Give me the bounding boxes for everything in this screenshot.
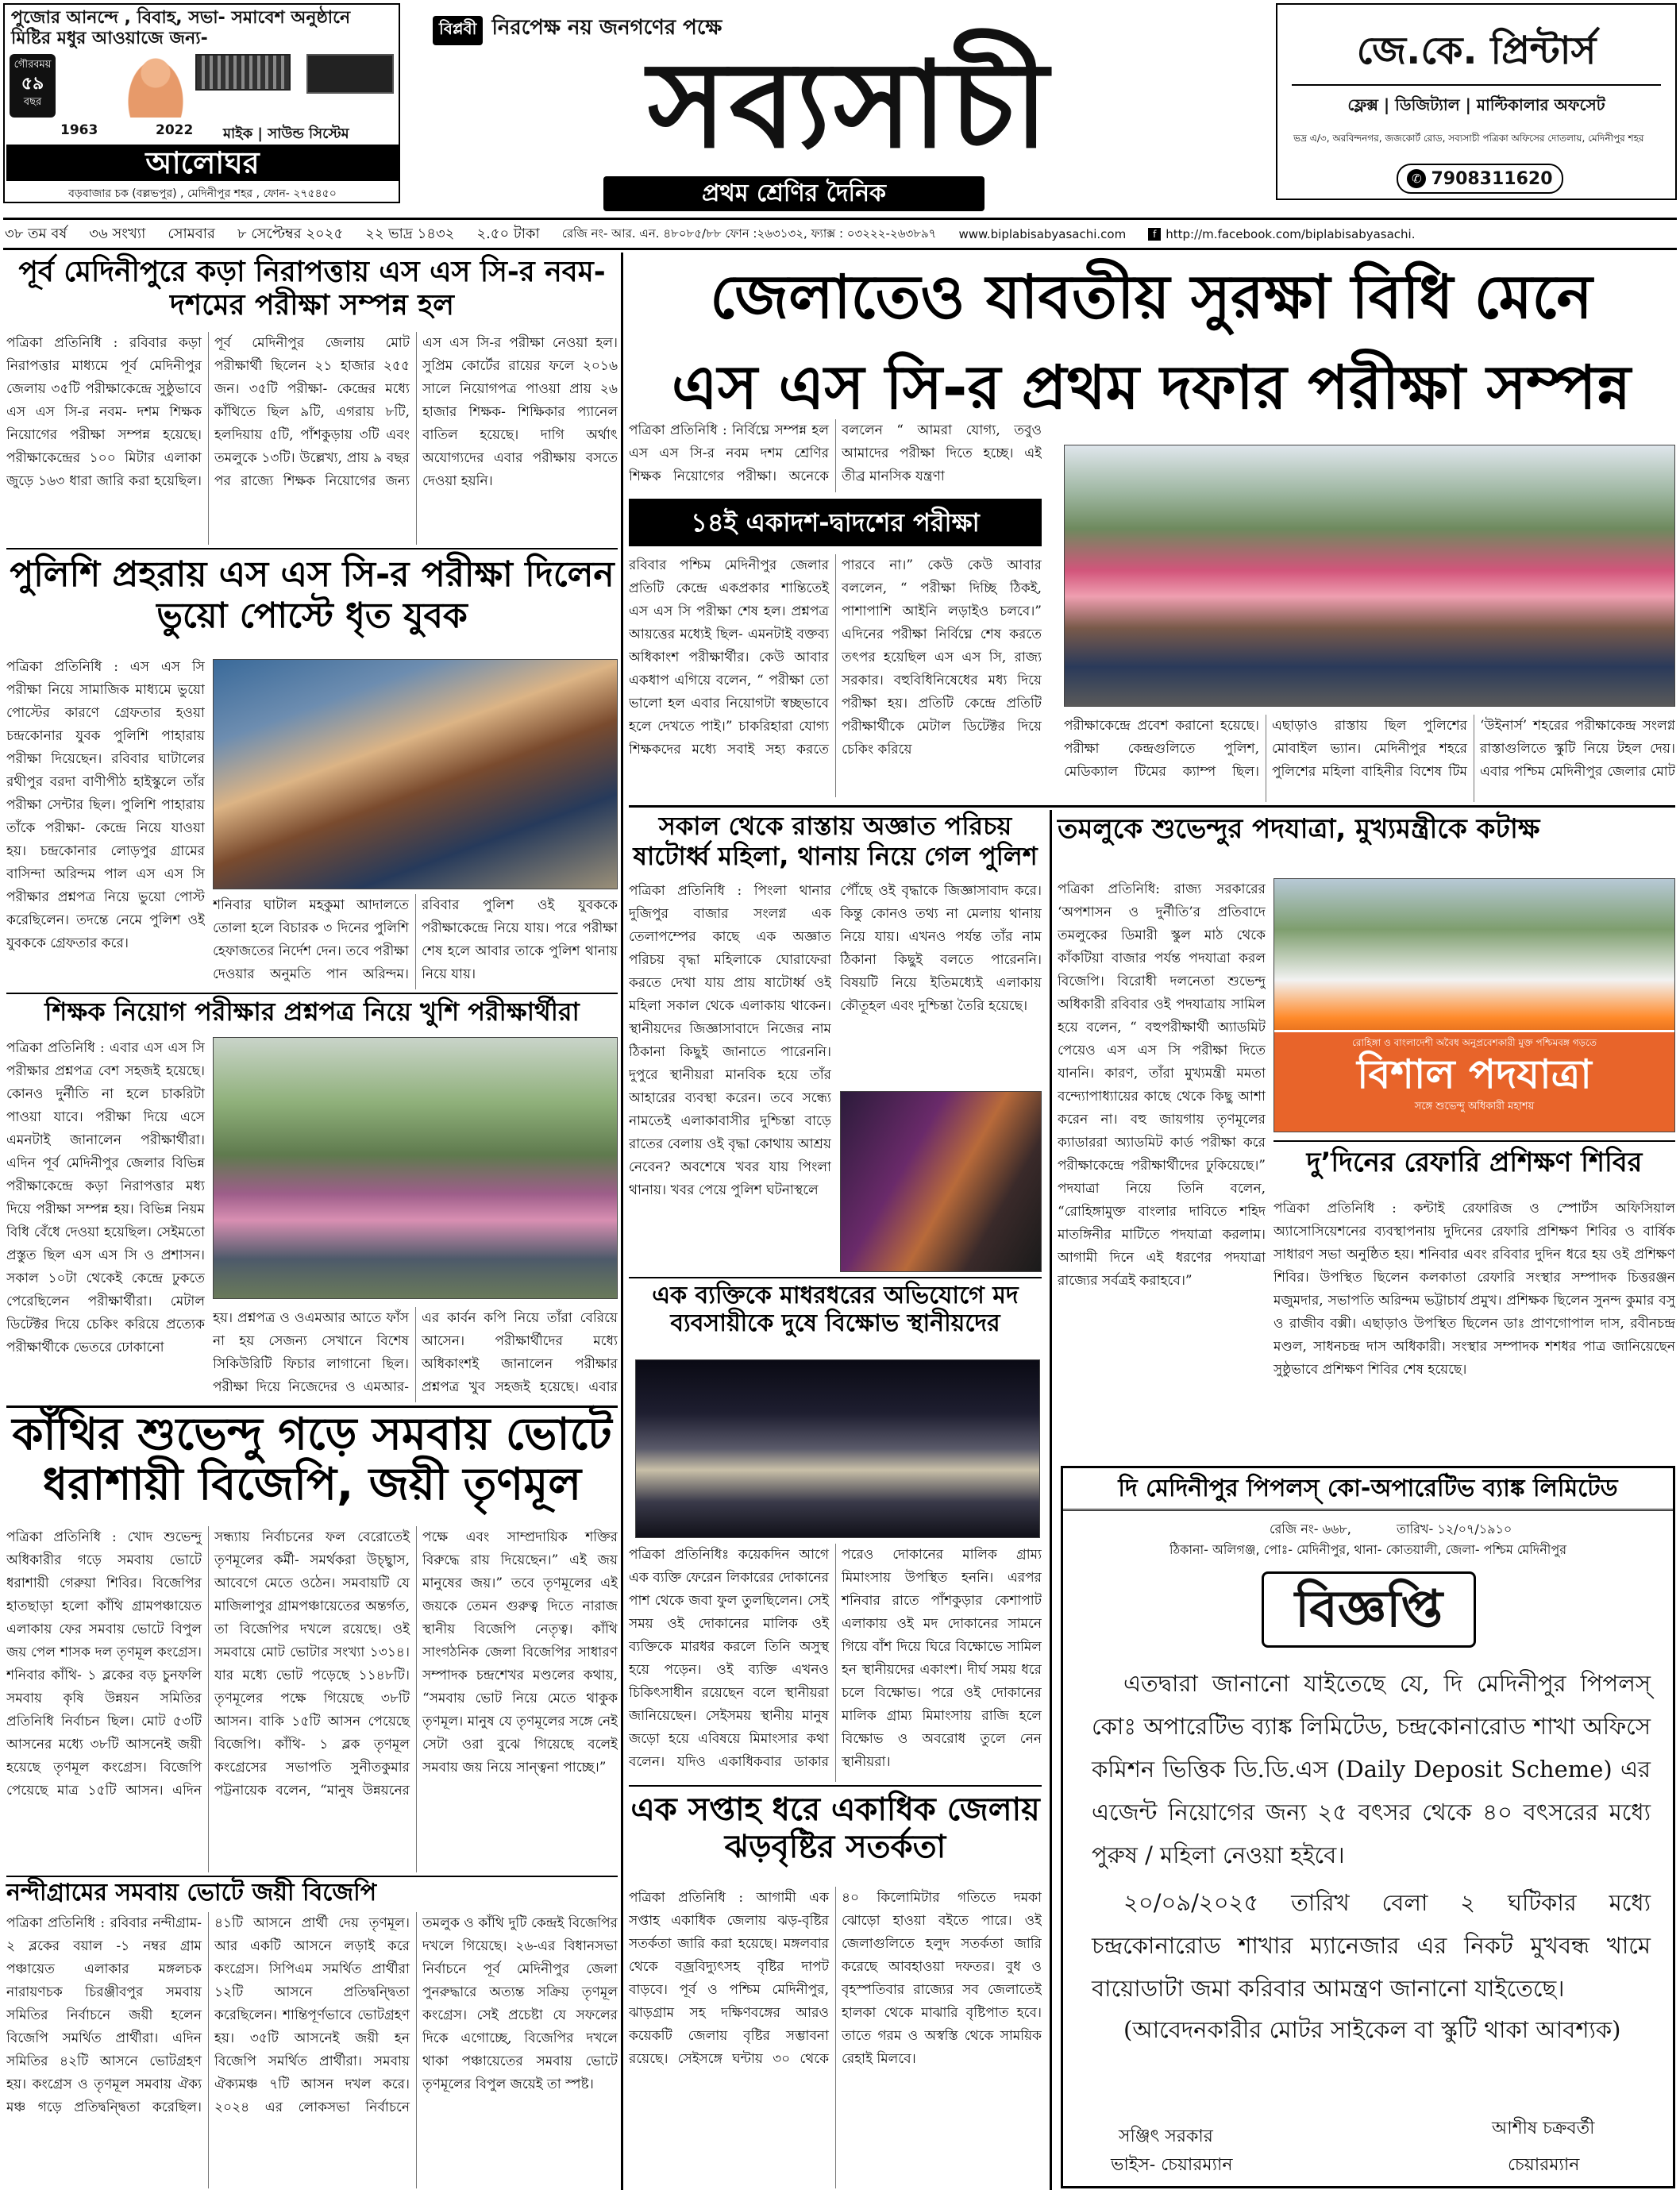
notice-sig-2-name: আশীষ চক্রবর্তী: [1492, 2119, 1595, 2138]
a3-headline: শিক্ষক নিয়োগ পরীক্ষার প্রশ্নপত্র নিয়ে খুশি পরীক্ষার্থীরা: [44, 997, 580, 1027]
a8-headline: দু’দিনের রেফারি প্রশিক্ষণ শিবির: [1306, 1147, 1643, 1178]
a3-body-1: পত্রিকা প্রতিনিধি : এবার এস এস সি পরীক্ষার প্রশ্নপত্র বেশ সহজই হয়েছে। কোনও দুর্নীতি না হলে চাকরিটা পাওয়া যাবে। পরীক্ষা দিয়ে এসে এমনটাই জানালেন পরীক্ষার্থীরা। এদিন পূর্ব মেদিনীপুর জেলার বিভিন্ন পরীক্ষাকেন্দ্রে কড়া নিরাপত্তার মধ্য দিয়ে পরীক্ষা সম্পন্ন হয়। বিভিন্ন নিয়ম বিধি বেঁধে দেওয়া হয়েছিল। সেইমতো প্রস্তুত ছিল এস এস সি ও প্রশাসন। সকাল ১০টা থেকেই কেন্দ্রে ঢুকতে পেরেছিলেন পরীক্ষার্থীরা। মেটাল ডিটেক্টর দিয়ে চেকিং করিয়ে প্রত্যেক পরীক্ষার্থীকে ভেতরে ঢোকানো: [6, 1040, 205, 1355]
a3-body-2: হয়। প্রশ্নপত্র ও ওএমআর আতে ফাঁস না হয় সেজন্য সেখানে বিশেষ সিকিউরিটি ফিচার লাগানো ছিল। পরীক্ষা দিয়ে নিজেদের ও এমআর-এর কার্বন কপি নিয়ে তাঁরা বেরিয়ে আসেন। পরীক্ষার্থীদের মধ্যে অধিকাংশই জানালেন পরীক্ষার প্রশ্নপত্র খুব সহজই হয়েছে। এবার: [213, 1310, 618, 1395]
dateline-website[interactable]: www.biplabisabyasachi.com: [958, 227, 1127, 241]
masthead-tag: বিপ্লবী: [433, 16, 483, 45]
a2-body-1: পত্রিকা প্রতিনিধি : এস এস সি পরীক্ষা নিয়ে সামাজিক মাধ্যমে ভুয়ো পোস্টের কারণে গ্রেফতার হওয়া চন্দ্রকোনার যুবক পুলিশি পাহারায় পরীক্ষা দিয়েছেন। রবিবার ঘাটালের রথীপুর বরদা বাণীপীঠ হাইস্কুলে তাঁর পরীক্ষা সেন্টার ছিল। পুলিশি পাহারায় তাঁকে পরীক্ষা- কেন্দ্রে নিয়ে যাওয়া হয়। চন্দ্রকোনার লোড়পুর গ্রামের বাসিন্দা অরিন্দম পাল এস এস সি পরীক্ষার প্রশ্নপত্র নিয়ে ভুয়ো পোস্ট করেছিলেন। তদন্তে নেমে পুলিশ ওই যুবককে গ্রেফতার করে।: [6, 659, 205, 951]
a6-headline: সকাল থেকে রাস্তায় অজ্ঞাত পরিচয় ষাটোর্ধ্ব মহিলা, থানায় নিয়ে গেল পুলিশ: [633, 811, 1038, 871]
printers-phone-box: [1397, 164, 1563, 194]
lead-intro: পত্রিকা প্রতিনিধি : নির্বিঘ্নে সম্পন্ন হল এস এস সি-র নবম দশম শ্রেণির শিক্ষক নিয়োগের পরীক্ষা। অনেকে বললেন “ আমরা যোগ্য, তবুও আমাদের পরীক্ষা দিতে হচ্ছে। এই তীব্র মানসিক যন্ত্রণা: [629, 422, 1042, 484]
padayatra-rally-photo: [1273, 878, 1675, 1132]
rally-banner-big: বিশাল পদযাত্রা: [1357, 1051, 1592, 1097]
a1-body: পত্রিকা প্রতিনিধি : রবিবার কড়া নিরাপত্তার মাধ্যমে পূর্ব মেদিনীপুর জেলায় ৩৫টি পরীক্ষাকেন্দ্রে সুষ্ঠুভাবে এস এস সি-র নবম- দশম শিক্ষক নিয়োগের পরীক্ষা সম্পন্ন হয়েছে। পরীক্ষাকেন্দ্রের ১০০ মিটার এলাকা জুড়ে ১৬৩ ধারা জারি করা হয়েছিল। পূর্ব মেদিনীপুর জেলায় মোট পরীক্ষার্থী ছিলেন ২১ হাজার ২৫৫ জন। ৩৫টি পরীক্ষা- কেন্দ্রের মধ্যে কাঁথিতে ছিল ৯টি, এগরায় ৮টি, হলদিয়ায় ৫টি, পাঁশকুড়ায় ৩টি এবং তমলুকে ১৩টি। উল্লেখ্য, প্রায় ৯ বছর পর রাজ্যে শিক্ষক নিয়োগের জন্য এস এস সি-র পরীক্ষা নেওয়া হল। সুপ্রিম কোর্টের রায়ের ফলে ২০১৬ সালে নিয়োগপত্র পাওয়া প্রায় ২৬ হাজার শিক্ষক- শিক্ষিকার প্যানেল বাতিল হয়েছে। দাগি অর্থাৎ অযোগ্যদের এবার পরীক্ষায় বসতে দেওয়া হয়নি।: [6, 335, 618, 489]
printers-divider: [1292, 84, 1661, 86]
a7-headline: তমলুকে শুভেন্দুর পদযাত্রা, মুখ্যমন্ত্রীকে কটাক্ষ: [1058, 813, 1540, 845]
printers-name: জে.কে. প্রিন্টার্স: [1356, 29, 1597, 73]
dateline-top-rule: [3, 218, 1677, 220]
notice-text-1: এতদ্বারা জানানো যাইতেছে যে, দি মেদিনীপুর পিপলস্ কোঃ অপারেটিভ ব্যাঙ্ক লিমিটেড, চন্দ্রকোনারোড শাখা অফিসে কমিশন ভিত্তিক ডি.ডি.এস (Daily Deposit Scheme) এর এজেন্ট নিয়োগের জন্য ২৫ বৎসর থেকে ৪০ বৎসরের মধ্যে পুরুষ / মহিলা নেওয়া হইবে।: [1092, 1670, 1651, 1868]
sound-mixer-image: [195, 54, 291, 91]
dateline-date: ৮ সেপ্টেম্বর ২০২৫: [237, 225, 344, 242]
a5-body: পত্রিকা প্রতিনিধি : রবিবার নন্দীগ্রাম- ২ ব্লকের বয়াল -১ নম্বর গ্রাম পঞ্চায়েত এলাকার মঙ্গলচক নারায়ণচক চিরঞ্জীবপুর সমবায় সমিতির নির্বাচনে জয়ী হলেন বিজেপি সমর্থিত প্রার্থীরা। এদিন সমিতির ৪২টি আসনে ভোটগ্রহণ হয়। কংগ্রেস ও তৃণমূল সমবায় ঐক্য মঞ্চ গড়ে প্রতিদ্বন্দ্বিতা করেছিল। ৪১টি আসনে প্রার্থী দেয় তৃণমূল। আর একটি আসনে লড়াই করে কংগ্রেস। সিপিএম সমর্থিত প্রার্থীরা ১২টি আসনে প্রতিদ্বন্দ্বিতা করেছিলেন। শান্তিপূর্ণভাবে ভোটগ্রহণ হয়। ৩৫টি আসনেই জয়ী হন বিজেপি সমর্থিত প্রার্থীরা। সমবায় ঐক্যমঞ্চ ৭টি আসন দখল করে। ২০২৪ এর লোকসভা নির্বাচনে তমলুক ও কাঁথি দুটি কেন্দ্রই বিজেপির দখলে গিয়েছে। ২৬-এর বিধানসভা নির্বাচনে পূর্ব মেদিনীপুর জেলা পুনরুদ্ধারে অত্যন্ত সক্রিয় তৃণমূল কংগ্রেস। সেই প্রচেষ্টা যে সফলের দিকে এগোচ্ছে, বিজেপির দখলে থাকা পঞ্চায়েতের সমবায় ভোটে তৃণমূলের বিপুল জয়েই তা স্পষ্ট।: [6, 1915, 618, 2115]
printers-phone: 7908311620: [1431, 168, 1553, 189]
a4-rule: [6, 1876, 618, 1877]
a2-rule: [6, 993, 618, 994]
right-advertisement: [1276, 3, 1677, 200]
a9-body: পত্রিকা প্রতিনিধিঃ কয়েকদিন আগে এক ব্যক্তি ফেরেন লিকারের দোকানের পাশ থেকে জবা ফুল তুলছিলেন। সেই সময় ওই দোকানের মালিক ওই ব্যক্তিকে মারধর করলে তিনি অসুস্থ হয়ে পড়েন। ওই ব্যক্তি এখনও চিকিৎসাধীন রয়েছেন বলে স্থানীয়রা জানিয়েছেন। সেইসময় স্থানীয় মানুষ জড়ো হয়ে এবিষয়ে মিমাংসার কথা বলেন। যদিও একাধিকবার ডাকার পরেও দোকানের মালিক গ্রাম্য মিমাংসায় উপস্থিত হননি। এরপর শনিবার রাতে পাঁশকুড়ার কেশাপাট এলাকায় ওই মদ দোকানের সামনে গিয়ে বাঁশ দিয়ে ঘিরে বিক্ষোভে সামিল হন স্থানীয়দের একাংশ। দীর্ঘ সময় ধরে চলে বিক্ষোভ। পরে ওই দোকানের মালিক গ্রাম্য মিমাংসায় রাজি হলে বিক্ষোভ ও অবরোধ তুলে নেন স্থানীয়রা।: [629, 1547, 1042, 1770]
dateline-price: ২.৫০ টাকা: [476, 225, 540, 242]
lead-rule: [629, 805, 1675, 808]
a9-headline: এক ব্যক্তিকে মাধরধরের অভিযোগে মদ ব্যবসায়ীকে দুষে বিক্ষোভ স্থানীয়দের: [652, 1282, 1019, 1338]
a6-body-1: পত্রিকা প্রতিনিধি : পিংলা থানার দুজিপুর বাজার সংলগ্ন এক তেলাপম্পের কাছে এক অজ্ঞাত পরিচয় বৃদ্ধা মহিলাকে ঘোরাফেরা করতে দেখা যায় প্রায় ষাটোর্ধ্ব ওই মহিলা সকাল থেকে এলাকায় থাকেন। স্থানীয়দের জিজ্ঞাসাবাদে নিজের নাম ঠিকানা কিছুই জানাতে পারেননি। দুপুরে স্থানীয়রা মানবিক হয়ে তাঁর আহারের ব্যবস্থা করেন। তবে সন্ধ্যে নামতেই এলাকাবাসীর দুশ্চিন্তা বাড়ে রাতের বেলায় ওই বৃদ্ধা কোথায় আশ্রয় নেবেন? অবশেষে খবর যায় পিংলা থানায়। খবর পেয়ে পুলিশ ঘটনাস্থলে: [629, 883, 831, 1198]
lead-body: রবিবার পশ্চিম মেদিনীপুর জেলার প্রতিটি কেন্দ্রে একপ্রকার শান্তিতেই এস এস সি পরীক্ষা শেষ হল। প্রশ্নপত্র আয়ত্তের মধ্যেই ছিল- এমনটাই বক্তব্য অধিকাংশ পরীক্ষার্থীর। কেউ আবার একধাপ এগিয়ে বলেন, “ পরীক্ষা তো ভালো হল এবার নিয়োগটা স্বচ্ছভাবে হলে দেখতে পাই।” চাকরিহারা যোগ্য শিক্ষকদের মধ্যে সবাই সহ্য করতে পারবে না।” কেউ কেউ আবার বললেন, “ পরীক্ষা দিচ্ছি ঠিকই, পাশাপাশি আইনি লড়াইও চলবে।” এদিনের পরীক্ষা নির্বিঘ্নে শেষ করতে তৎপর হয়েছিল এস এস সি, রাজ্য সরকার। বহুবিধিনিষেধের মধ্য দিয়ে পরীক্ষা হয়। প্রতিটি কেন্দ্রে প্রতিটি পরীক্ষার্থীকে মেটাল ডিটেক্টর দিয়ে চেকিং করিয়ে: [629, 557, 1042, 758]
lead-banner: ১৪ই একাদশ-দ্বাদশের পরীক্ষা: [629, 499, 1042, 546]
dateline-day: সোমবার: [168, 225, 215, 242]
left-advertisement: [3, 3, 400, 203]
notice-bank-name: দি মেদিনীপুর পিপলস্ কো-অপারেটিভ ব্যাঙ্ক লিমিটেড: [1063, 1475, 1673, 1511]
notice-reg: রেজি নং- ৬৬৮,: [1270, 1521, 1351, 1537]
column-divider-left: [621, 253, 623, 2190]
protest-night-photo: [635, 1359, 1040, 1538]
a5-headline: নন্দীগ্রামের সমবায় ভোটে জয়ী বিজেপি: [6, 1879, 377, 1907]
examinees-crowd-photo: [213, 1037, 618, 1299]
facebook-icon: f: [1148, 228, 1161, 241]
a2-body-2: শনিবার ঘাটাল মহকুমা আদালতে তোলা হলে বিচারক ৩ দিনের পুলিশি হেফাজতের নির্দেশ দেন। তবে পরীক্ষা দেওয়ার অনুমতি পান অরিন্দম। রবিবার পুলিশ ওই যুবককে পরীক্ষাকেন্দ্রে নিয়ে যায়। পরে পরীক্ষা শেষ হলে আবার তাকে পুলিশ থানায় নিয়ে যায়।: [213, 897, 618, 982]
lead-body-2: পরীক্ষাকেন্দ্রে প্রবেশ করানো হয়েছে। পরীক্ষা কেন্দ্রগুলিতে পুলিশ, মেডিক্যাল টিমের ক্যাম্প ছিল। এছাড়াও রাস্তায় ছিল পুলিশের মোবাইল ভ্যান। মেদিনীপুর শহরে পুলিশের মহিলা বাহিনীর বিশেষ টিম ‘উইনার্স’ শহরের পরীক্ষাকেন্দ্র সংলগ্ন রাস্তাগুলিতে স্কুটি নিয়ে টহল দেয়। এবার পশ্চিম মেদিনীপুর জেলার মোট: [1064, 718, 1675, 780]
dateline-reg: রেজি নং- আর. এন. ৪৮০৮৫/৮৮ ফোন :২৬৩১৩২, ফ্যাক্স : ০৩২২২-২৬৩৮৯৭: [561, 226, 937, 241]
badge-top: গৌরবময়: [13, 59, 52, 71]
a7-body: পত্রিকা প্রতিনিধি: রাজ্য সরকারের ‘অপশাসন ও দুর্নীতি’র প্রতিবাদে তমলুকের ডিমারী স্কুল মাঠ থেকে কাঁকটিয়া বাজার পর্যন্ত পদযাত্রা করল বিজেপি। বিরোধী দলনেতা শুভেন্দু অধিকারী রবিবার ওই পদযাত্রায় সামিল হয়ে বলেন, “ বহুপরীক্ষার্থী অ্যাডমিট পেয়েও এস এস সি পরীক্ষা দিতে যাননি। কারণ, তাঁরা মুখ্যমন্ত্রী মমতা বন্দ্যোপাধ্যায়ের কাছে থেকে কিছু আশা করেন না। বহু জায়গায় তৃণমূলের ক্যাডাররা অ্যাডমিট কার্ড পরীক্ষা করে পরীক্ষাকেন্দ্রে পরীক্ষার্থীদের ঢুকিয়েছে।” পদযাত্রা নিয়ে তিনি বলেন, “রোহিঙ্গামুক্ত বাংলার দাবিতে শহিদ মাতঙ্গিনীর মাটিতে পদযাত্রা করলাম। আগামী দিনে এই ধরণের পদযাত্রা রাজ্যের সর্বত্রই করাহবে।”: [1058, 881, 1266, 1289]
lead-headline-line1: জেলাতেও যাবতীয় সুরক্ষা বিধি মেনে: [710, 261, 1593, 332]
notice-sig-2-role: চেয়ারম্যান: [1508, 2155, 1580, 2175]
phone-icon: ✆: [1407, 169, 1426, 188]
left-ad-badge: [10, 54, 56, 118]
a1-rule: [6, 548, 618, 549]
amplifier-image: [306, 54, 394, 94]
dateline-bengali-date: ২২ ভাদ্র ১৪৩২: [365, 225, 455, 242]
a10-headline: এক সপ্তাহ ধরে একাধিক জেলায় ঝড়বৃষ্টির সতর্কতা: [630, 1791, 1040, 1866]
a1-headline: পূর্ব মেদিনীপুরে কড়া নিরাপত্তায় এস এস সি-র নবম- দশমের পরীক্ষা সম্পন্ন হল: [18, 256, 606, 322]
dateline-year: ৩৮ তম বর্ষ: [5, 225, 67, 242]
notice-text-3: (আবেদনকারীর মোটর সাইকেল বা স্কুটি থাকা আবশ্যক): [1123, 2016, 1621, 2043]
notice-sig-1-name: সঞ্জিৎ সরকার: [1119, 2127, 1213, 2146]
lead-headline-line2: এস এস সি-র প্রথম দফার পরীক্ষা সম্পন্ন: [672, 352, 1631, 422]
rally-banner-small: রোহিঙ্গা ও বাংলাদেশী অবৈধ অনুপ্রবেশকারী মুক্ত পশ্চিমবঙ্গ গড়তে: [1352, 1037, 1597, 1048]
a9-rule: [629, 1785, 1042, 1787]
bank-notice: [1061, 1466, 1675, 2188]
dateline-bottom-rule: [3, 248, 1677, 250]
elderly-woman-photo: [840, 1091, 1042, 1272]
year-start: 1963: [60, 122, 98, 138]
notice-address: ঠিকানা- অলিগঞ্জ, পোঃ- মেদিনীপুর, থানা- কোতয়ালী, জেলা- পশ্চিম মেদিনীপুর: [1169, 1542, 1566, 1557]
notice-date: তারিখ- ১২/০৭/১৯১০: [1397, 1521, 1512, 1537]
a8-body: পত্রিকা প্রতিনিধি : কন্টাই রেফারিজ ও স্পোর্টস অফিসিয়াল অ্যাসোসিয়েশনের ব্যবস্থাপনায় দুদিনের রেফারি প্রশিক্ষণ শিবির ও বার্ষিক সাধারণ সভা অনুষ্ঠিত হয়। শনিবার এবং রবিবার দুদিন ধরে হয় ওই প্রশিক্ষণ শিবির। উপস্থিত ছিলেন কলকাতা রেফারি সংস্থার সম্পাদক চিত্তরঞ্জন মজুমদার, সভাপতি অরিন্দম ভট্টাচার্য প্রমুখ। প্রশিক্ষক ছিলেন সুনন্দ কুমার বসু ও রাজীব বক্সী। এছাড়াও উপস্থিত ছিলেন ডাঃ প্রাণগোপাল দাস, রবীনচন্দ্র মণ্ডল, সাধনচন্দ্র দাস অধিকারী। সংস্থার সম্পাদক শশধর পাত্র জানিয়েছেন সুষ্ঠুভাবে প্রশিক্ষণ শিবির শেষ হয়েছে।: [1273, 1201, 1675, 1378]
a4-headline: কাঁথির শুভেন্দু গড়ে সমবায় ভোটে ধরাশায়ী বিজেপি, জয়ী তৃণমূল: [12, 1409, 612, 1510]
notice-sig-1-role: ভাইস- চেয়ারম্যান: [1111, 2155, 1233, 2175]
a4-body: পত্রিকা প্রতিনিধি : খোদ শুভেন্দু অধিকারীর গড়ে সমবায় ভোটে ধরাশায়ী গেরুয়া শিবির। বিজেপির হাতছাড়া হলো কাঁথি গ্রামপঞ্চায়েত এলাকায় ফের সমবায় ভোটে বিপুল জয় পেল শাসক দল তৃণমূল কংগ্রেস। শনিবার কাঁথি- ১ ব্লকের বড় চুনফলি সমবায় কৃষি উন্নয়ন সমিতির প্রতিনিধি নির্বাচন ছিল। মোট ৫৩টি আসনের মধ্যে ৩৮টি আসনেই জয়ী হয়েছে তৃণমূল কংগ্রেস। বিজেপি পেয়েছে মাত্র ১৫টি আসন। এদিন সন্ধ্যায় নির্বাচনের ফল বেরোতেই তৃণমূলের কর্মী- সমর্থকরা উচ্ছ্বাস, আবেগে মেতে ওঠেন। সমবায়টি যে মাজিলাপুর গ্রামপঞ্চায়েতের অন্তর্গত, তা বিজেপির দখলে রয়েছে। ওই সমবায়ে মোট ভোটার সংখ্যা ১৩১৪। যার মধ্যে ভোট পড়েছে ১১৪৮টি। তৃণমূলের পক্ষে গিয়েছে ৩৮টি আসন। বাকি ১৫টি আসন পেয়েছে বিজেপি। কাঁথি- ১ ব্লক তৃণমূল কংগ্রেসের সভাপতি সুনীতকুমার পট্টনায়েক বলেন, “মানুষ উন্নয়নের পক্ষে এবং সাম্প্রদায়িক শক্তির বিরুদ্ধে রায় দিয়েছেন।” এই জয় মানুষের জয়।” তবে তৃণমূলের এই জয়কে তেমন গুরুত্ব দিতে নারাজ স্থানীয় বিজেপি নেতৃত্ব। কাঁথি সাংগঠনিক জেলা বিজেপির সাধারণ সম্পাদক চন্দ্রশেখর মণ্ডলের কথায়, “সমবায় ভোট নিয়ে মেতে থাকুক তৃণমূল। মানুষ যে তৃণমূলের সঙ্গে নেই সেটা ওরা বুঝে গিয়েছে বলেই সমবায় জয় নিয়ে সান্ত্বনা পাচ্ছে।”: [6, 1529, 618, 1799]
printers-address: ভদ্র এ/৩, অরবিন্দনগর, জজকোর্ট রোড, সব্যসাচী পত্রিকা অফিসের দোতলায়, মেদিনীপুর শহর: [1293, 133, 1644, 144]
a6-rule: [629, 1277, 1042, 1278]
rally-banner-sub: সঙ্গে শুভেন্দু অধিকারী মহাশয়: [1414, 1101, 1535, 1112]
police-escort-photo: [213, 659, 618, 889]
a6-body-2: পৌঁছে ওই বৃদ্ধাকে জিজ্ঞাসাবাদ করে। কিন্তু কোনও তথ্য না মেলায় থানায় নিয়ে যায়। এখনও পর্যন্ত তাঁর নাম ঠিকানা কিছুই বলতে পারেননি। বিষয়টি নিয়ে ইতিমধ্যেই এলাকায় কৌতূহল এবং দুশ্চিন্তা তৈরি হয়েছে।: [840, 883, 1042, 1014]
column-divider-mid: [1050, 810, 1052, 2190]
wrestler-image: [124, 54, 187, 118]
left-ad-name: আলোঘর: [6, 145, 399, 181]
badge-unit: বছর: [23, 96, 42, 108]
a7-rule: [1273, 1140, 1675, 1142]
badge-years: ৫৯: [21, 74, 44, 94]
year-end: 2022: [156, 122, 194, 138]
a10-body: পত্রিকা প্রতিনিধি : আগামী এক সপ্তাহ একাধিক জেলায় ঝড়-বৃষ্টির সতর্কতা জারি করা হয়েছে। মঙ্গলবার থেকে বজ্রবিদ্যুৎসহ বৃষ্টির দাপট বাড়বে। পূর্ব ও পশ্চিম মেদিনীপুর, ঝাড়গ্রাম সহ দক্ষিণবঙ্গের আরও কয়েকটি জেলায় বৃষ্টির সম্ভাবনা রয়েছে। সেইসঙ্গে ঘন্টায় ৩০ থেকে ৪০ কিলোমিটার গতিতে দমকা ঝোড়ো হাওয়া বইতে পারে। ওই জেলাগুলিতে হলুদ সতর্কতা জারি করেছে আবহাওয়া দফতর। বুধ ও বৃহস্পতিবার রাজ্যের সব জেলাতেই হালকা থেকে মাঝারি বৃষ্টিপাত হবে। তাতে গরম ও অস্বস্তি থেকে সাময়িক রেহাই মিলবে।: [629, 1890, 1042, 2067]
printers-services: ফ্লেক্স | ডিজিট্যাল | মাল্টিকালার অফসেট: [1347, 95, 1605, 114]
left-ad-address: বড়বাজার চক (বল্লভপুর) , মেদিনীপুর শহর , ফোন- ২৭৫৪৫০: [68, 187, 337, 200]
dateline: [5, 222, 1675, 246]
masthead-slogan: নিরপেক্ষ নয় জনগণের পক্ষে: [491, 16, 722, 40]
a2-headline: পুলিশি প্রহরায় এস এস সি-র পরীক্ষা দিলেন ভুয়ো পোস্টে ধৃত যুবক: [10, 554, 615, 636]
exam-centre-crowd-photo: [1064, 445, 1675, 707]
left-ad-service: মাইক | সাউন্ড সিস্টেম: [223, 125, 349, 142]
dateline-issue: ৩৬ সংখ্যা: [89, 225, 146, 242]
rally-banner: [1274, 1030, 1674, 1132]
a3-rule: [6, 1405, 618, 1408]
notice-text-2: ২০/০৯/২০২৫ তারিখ বেলা ২ ঘটিকার মধ্যে চন্দ্রকোনারোড শাখার ম্যানেজার এর নিকট মুখবন্ধ খামে বায়োডাটা জমা করিবার আমন্ত্রণ জানানো যাইতেছে।: [1092, 1889, 1651, 2002]
dateline-facebook[interactable]: http://m.facebook.com/biplabisabyasachi.: [1166, 227, 1416, 241]
newspaper-subtitle: প্রথম শ্রেণির দৈনিক: [603, 176, 984, 211]
left-ad-tagline: পুজোর আনন্দে , বিবাহ, সভা- সমাবেশ অনুষ্ঠানে মিষ্টির মধুর আওয়াজে জন্য-: [11, 8, 351, 48]
newspaper-title: সব্যসাচী: [647, 37, 1052, 175]
notice-title: বিজ্ঞপ্তি: [1262, 1571, 1476, 1648]
